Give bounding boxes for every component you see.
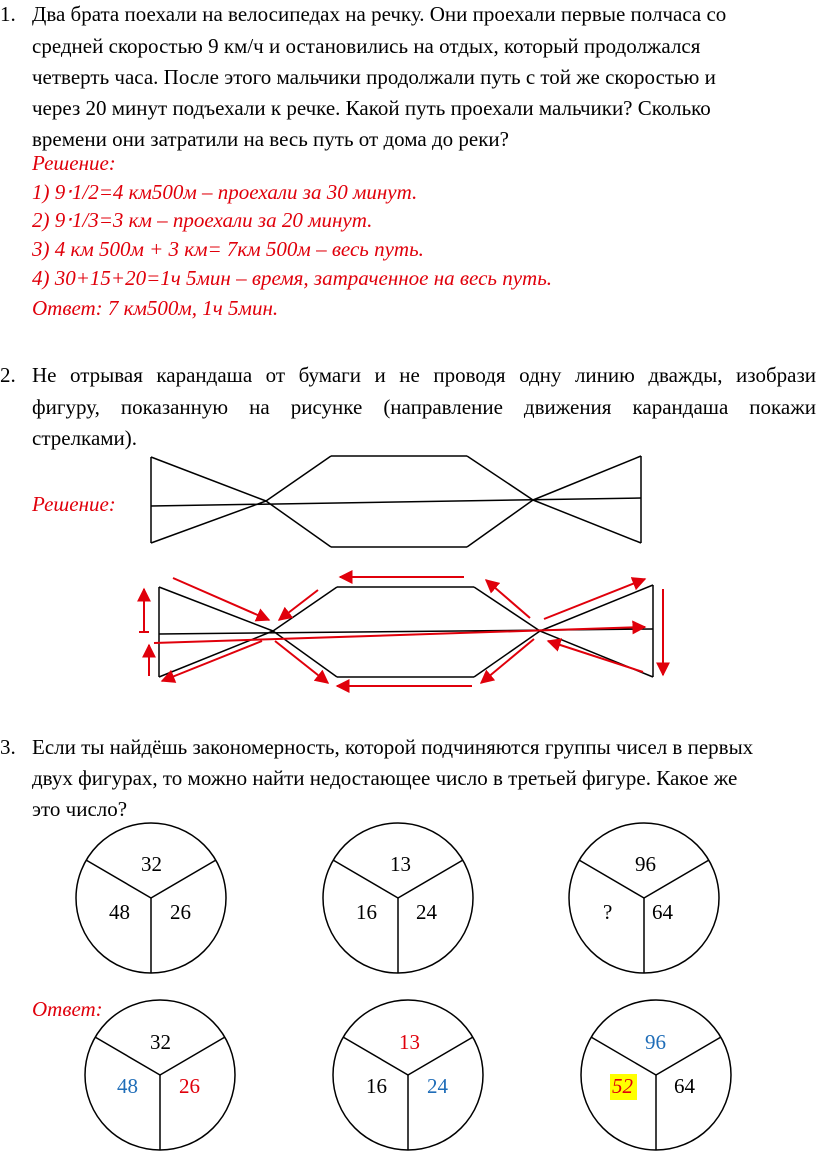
- circle-top-number: 96: [635, 852, 656, 876]
- problem-text-line: через 20 минут подъехали к речке. Какой путь проехали мальчики? Сколько: [32, 96, 711, 120]
- circle-right-number: 26: [170, 900, 191, 924]
- question-circles: [76, 823, 719, 973]
- arrow: [548, 641, 643, 672]
- circle-top-number: 32: [150, 1030, 171, 1054]
- problem-text-line: средней скоростью 9 км/ч и остановились на отдых, который продолжался: [32, 34, 701, 58]
- problem-text-line: это число?: [32, 797, 128, 821]
- problem-number: 1.: [0, 2, 16, 26]
- solution-step: 3) 4 км 500м + 3 км= 7км 500м – весь путь.: [32, 237, 424, 261]
- problem-number: 2.: [0, 363, 16, 387]
- arrow: [279, 590, 318, 620]
- circle-left-number: 16: [366, 1074, 387, 1098]
- arrow: [544, 579, 645, 619]
- circle-figure: [581, 1000, 731, 1150]
- circle-figure: [333, 1000, 483, 1150]
- problem-number: 3.: [0, 735, 16, 759]
- circle-top-number: 13: [390, 852, 411, 876]
- circle-left-number: 16: [356, 900, 377, 924]
- arrow: [275, 641, 328, 683]
- circle-right-number: 24: [416, 900, 437, 924]
- circle-figure: [323, 823, 473, 973]
- circle-figure: [85, 1000, 235, 1150]
- circle-figure: [76, 823, 226, 973]
- solution-label: Решение:: [32, 492, 116, 516]
- circle-top-number: 96: [645, 1030, 666, 1054]
- candy-figure: [151, 456, 641, 547]
- answer-label: Ответ:: [32, 997, 103, 1021]
- solution-label: Решение:: [32, 151, 116, 175]
- circle-right-number: 26: [179, 1074, 200, 1098]
- circle-right-number: 64: [674, 1074, 695, 1098]
- circle-top-number: 13: [399, 1030, 420, 1054]
- circle-right-number: 24: [427, 1074, 448, 1098]
- problem-text-line: Не отрывая карандаша от бумаги и не проводя одну линию дважды, изобрази: [32, 363, 816, 387]
- circle-left-number-answer: 52: [612, 1074, 633, 1098]
- circle-figure: [569, 823, 719, 973]
- problem-text-line: Два брата поехали на велосипедах на речку. Они проехали первые полчаса со: [32, 2, 727, 26]
- problem-text-line: стрелками).: [32, 426, 138, 450]
- answer-circles: [85, 1000, 731, 1150]
- problem-text-line: фигуру, показанную на рисунке (направление движения карандаша покажи: [32, 395, 816, 419]
- candy-figure-solution: [159, 585, 653, 677]
- problem-text-line: двух фигурах, то можно найти недостающее число в третьей фигуре. Какое же: [32, 766, 738, 790]
- problem-text-line: времени они затратили на весь путь от дома до реки?: [32, 127, 509, 151]
- arrow: [173, 578, 269, 620]
- answer-line: Ответ: 7 км500м, 1ч 5мин.: [32, 296, 279, 320]
- circle-top-number: 32: [141, 852, 162, 876]
- arrow: [154, 627, 645, 643]
- circle-left-number: ?: [603, 900, 613, 924]
- solution-step: 2) 9‧1/3=3 км – проехали за 20 минут.: [32, 208, 373, 232]
- circle-left-number: 48: [109, 900, 130, 924]
- solution-step: 1) 9‧1/2=4 км500м – проехали за 30 минут.: [32, 180, 418, 204]
- problem-text-line: Если ты найдёшь закономерность, которой подчиняются группы чисел в первых: [32, 735, 754, 759]
- arrow: [162, 641, 262, 681]
- arrow: [481, 639, 534, 683]
- problem-text-line: четверть часа. После этого мальчики продолжали путь с той же скоростью и: [32, 65, 716, 89]
- circle-left-number: 48: [117, 1074, 138, 1098]
- solution-step: 4) 30+15+20=1ч 5мин – время, затраченное на весь путь.: [32, 266, 552, 290]
- circle-right-number: 64: [652, 900, 673, 924]
